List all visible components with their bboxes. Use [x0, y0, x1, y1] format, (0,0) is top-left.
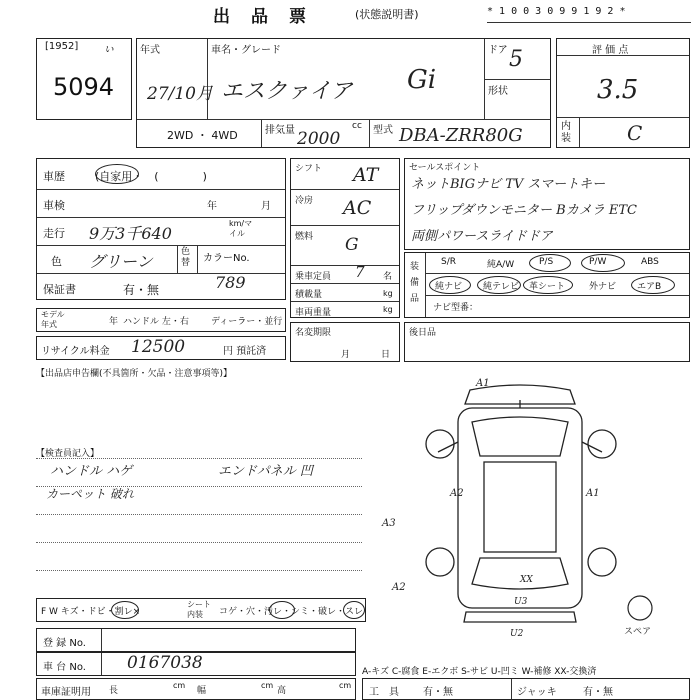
usage-label: 車歴 [43, 170, 65, 183]
model-year-label: モデル年式 [41, 310, 65, 329]
color-change-label: 色替 [181, 247, 191, 268]
sales-points-box [404, 158, 690, 250]
barcode-underline [487, 22, 691, 23]
displacement-value: 2000 [297, 129, 341, 149]
equipment-box [404, 252, 690, 318]
year-value: 27/10月 [147, 84, 213, 104]
shift-value: AT [353, 164, 379, 186]
jack-label: ジャッキ [517, 687, 557, 698]
diag-label-a2-left: A2 [450, 488, 464, 499]
registration-label: 登 録 No. [43, 638, 86, 649]
grade-value: Gi [407, 65, 437, 95]
mileage-value: 9万3千640 [89, 224, 172, 243]
inspection-month: 月 [261, 201, 271, 212]
notes-line-1 [36, 458, 362, 459]
tools-row [362, 678, 690, 700]
navi-circle [429, 276, 471, 294]
name-change-label: 名変期限 [295, 328, 332, 338]
tools-label: 工 具 [369, 687, 399, 698]
equip-aw: 純A/W [487, 260, 515, 270]
form-subtitle: (状態説明書) [355, 8, 419, 21]
notes-line-4 [36, 542, 362, 543]
inspector-note-1: ハンドル ハゲ [50, 464, 133, 479]
color-label: 色 [51, 255, 62, 268]
name-change-box [290, 322, 400, 362]
equip-tv: 純テレビ [483, 282, 519, 292]
usage-selected-circle [95, 164, 139, 184]
cert-height: 高 [277, 686, 287, 696]
recycle-unit: 円 預託済 [223, 346, 267, 357]
ps-circle [529, 254, 571, 272]
seat-label: シート内装 [187, 600, 211, 619]
tv-circle [477, 276, 521, 294]
shape-label: 形状 [488, 86, 508, 97]
equip-pw: P/W [589, 257, 607, 267]
diag-label-u2: U2 [510, 629, 524, 638]
seller-notes-label: 【出品店申告欄(不具箇所・欠品・注意事項等)】 [36, 369, 233, 379]
diag-label-a3: A3 [382, 518, 396, 529]
diag-label-a1-top: A1 [476, 378, 490, 389]
sales-point-line-3: 両側パワースライドドア [411, 229, 553, 244]
load-label: 積載量 [295, 290, 323, 300]
recycle-label: リサイクル料金 [41, 346, 110, 357]
pw-circle [581, 254, 625, 272]
inspector-notes-label: 【検査員記入】 [36, 449, 100, 459]
equip-ext-navi: 外ナビ [589, 282, 617, 292]
year-label: 年式 [140, 45, 160, 56]
equip-navi: 純ナビ [435, 282, 463, 292]
leather-circle [523, 276, 573, 294]
diag-label-u3: U3 [514, 597, 528, 607]
equip-ps: P/S [539, 257, 554, 267]
shift-label: シフト [295, 164, 323, 174]
displacement-label: 排気量 [265, 125, 295, 136]
model-value: エスクァイア [221, 79, 353, 104]
warranty-value: 有・無 [123, 283, 160, 297]
diag-label-xx: XX [520, 575, 533, 585]
cert-height-unit: cm [339, 681, 352, 690]
capacity-label: 乗車定員 [295, 272, 332, 282]
damage-legend: A-キズ C-腐食 E-エクボ S-サビ U-凹ミ W-補修 XX-交換済 [362, 667, 597, 677]
sales-point-line-1: ネットBIGナビ TV スマートキー [411, 177, 606, 192]
model-label: 車名・グレード [211, 45, 281, 56]
interior-value: C [627, 121, 643, 145]
inspector-note-2: カーペット 破れ [46, 487, 134, 501]
door-value: 5 [509, 47, 523, 72]
specs-box [290, 158, 400, 318]
ac-label: 冷房 [295, 196, 314, 206]
drive-label: 2WD ・ 4WD [167, 129, 238, 142]
later-items-label: 後日品 [409, 328, 437, 338]
barcode-text: * 1 0 0 3 0 9 9 1 9 2 * [487, 6, 626, 17]
registration-row [36, 628, 356, 652]
name-change-day: 日 [381, 350, 391, 360]
jack-value: 有・無 [583, 687, 613, 698]
equip-leather: 革シート [529, 282, 566, 292]
nav-model-label: ナビ型番： [433, 303, 479, 313]
mileage-unit: km/マイル [229, 219, 253, 238]
rating-label: 評 価 点 [592, 45, 629, 56]
ac-value: AC [343, 197, 372, 219]
fw-label: F W キズ・ドビ・割レ× [41, 607, 141, 617]
lot-number: 5094 [53, 73, 115, 101]
warranty-label: 保証書 [43, 283, 76, 296]
usage-options: (自家用・ ( ) [95, 170, 207, 183]
recycle-value: 12500 [131, 337, 186, 357]
inspection-year: 年 [207, 201, 217, 212]
cert-length: 長 [109, 686, 119, 696]
garage-cert-row [36, 678, 356, 700]
model-year-year: 年 [109, 317, 119, 327]
sure-circle [343, 601, 365, 619]
name-change-month: 月 [341, 350, 351, 360]
capacity-unit: 名 [383, 272, 393, 282]
seat-items: コゲ・穴・汚レ・シミ・破レ・スレ [219, 607, 364, 617]
load-unit: kg [383, 289, 393, 298]
lot-suffix: ぃ [103, 41, 116, 55]
color-no-label: カラーNo. [203, 253, 250, 264]
color-value: グリーン [89, 252, 153, 271]
color-no-value: 789 [215, 273, 246, 292]
car-damage-diagram [380, 372, 690, 638]
sales-points-label: セールスポイント [409, 163, 481, 173]
sales-point-line-2: フリップダウンモニター Bカメラ ETC [411, 203, 637, 218]
equip-sr: S/R [441, 257, 456, 267]
capacity-value: 7 [355, 263, 365, 281]
airbag-circle [631, 276, 675, 294]
inspection-label: 車検 [43, 199, 65, 212]
diag-label-a1-right: A1 [586, 488, 600, 499]
notes-line-5 [36, 570, 362, 571]
garage-cert-label: 車庫証明用 [41, 687, 91, 698]
diag-label-a2-rear: A2 [392, 582, 406, 593]
yogore-circle [269, 601, 295, 619]
later-items-box [404, 322, 690, 362]
fuel-label: 燃料 [295, 232, 314, 242]
cert-width: 幅 [197, 686, 207, 696]
form-title: 出 品 票 [213, 7, 308, 27]
cert-length-unit: cm [173, 681, 186, 690]
type-label: 型式 [373, 125, 393, 136]
model-year-handle: ハンドル 左・右 [123, 317, 189, 327]
cert-width-unit: cm [261, 681, 274, 690]
equip-airbag: エアB [637, 282, 662, 292]
weight-label: 車両重量 [295, 308, 332, 318]
weight-unit: kg [383, 305, 393, 314]
equipment-label: 装備品 [410, 262, 420, 304]
displacement-unit: cc [352, 121, 362, 131]
lot-box [36, 38, 132, 120]
spare-label: スペア [624, 627, 652, 637]
rating-box [556, 38, 690, 148]
fuel-value: G [345, 235, 359, 255]
fw-row [36, 598, 366, 622]
recycle-row [36, 336, 286, 360]
chassis-value: 0167038 [127, 653, 203, 673]
interior-label: 内装 [561, 121, 571, 144]
chassis-label: 車 台 No. [43, 662, 86, 673]
equip-abs: ABS [641, 257, 659, 267]
dobi-circle [111, 601, 139, 619]
chassis-row [36, 652, 356, 676]
notes-line-3 [36, 514, 362, 515]
mileage-label: 走行 [43, 227, 65, 240]
tools-value: 有・無 [423, 687, 453, 698]
history-box [36, 158, 286, 300]
inspector-note-3: エンドパネル 凹 [218, 464, 313, 479]
lot-year-tag: [1952] [45, 41, 79, 52]
model-year-dealer: ディーラー・並行 [211, 317, 283, 327]
rating-score: 3.5 [597, 75, 639, 105]
type-value: DBA-ZRR80G [399, 125, 523, 146]
model-year-row [36, 308, 286, 332]
door-label: ドア [488, 45, 508, 56]
vehicle-box [136, 38, 551, 148]
